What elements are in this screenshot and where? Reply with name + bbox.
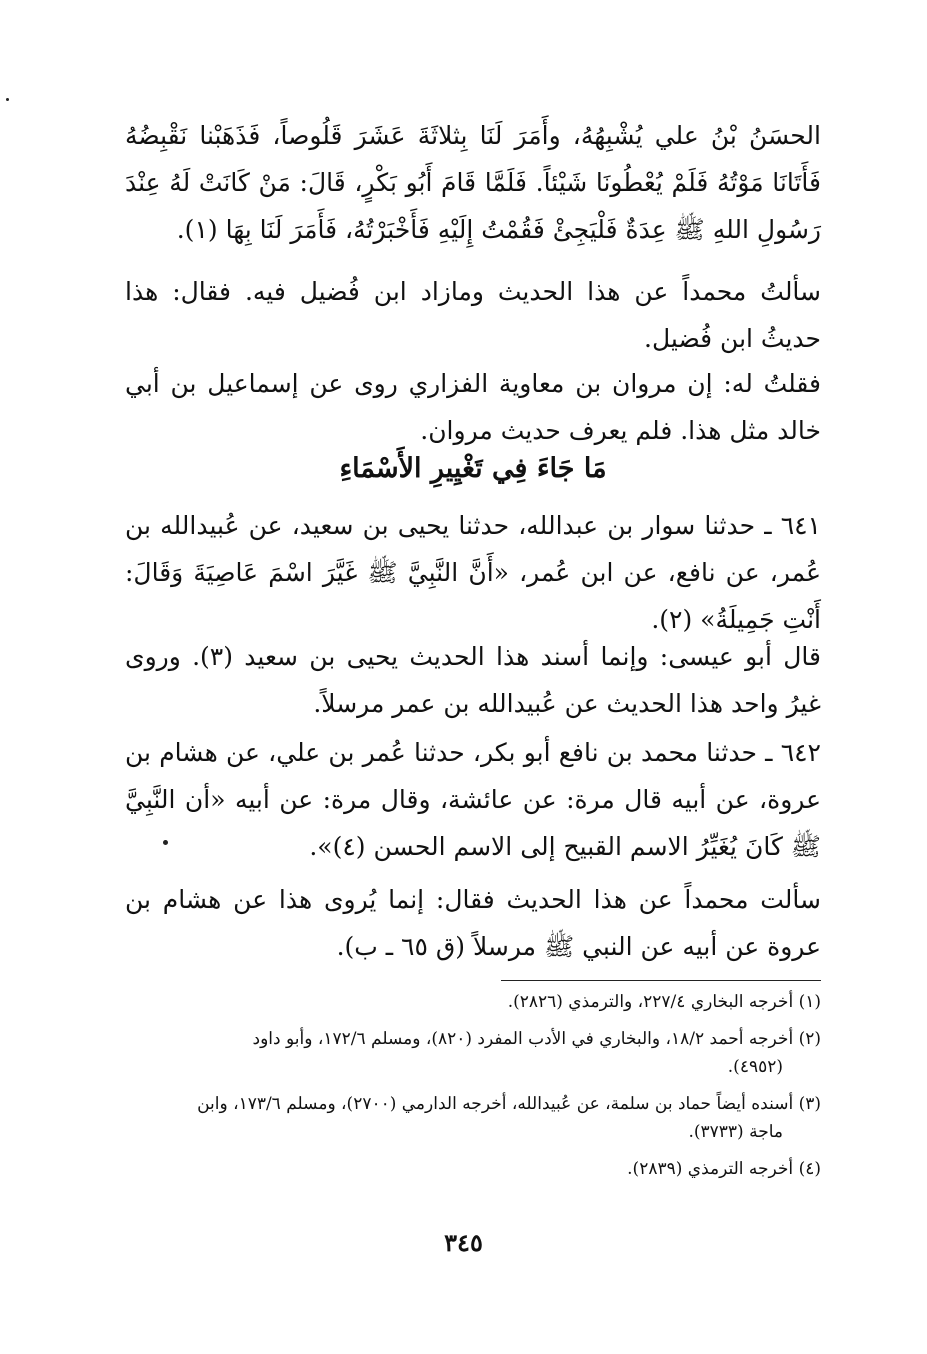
footnote-text: أسنده أيضاً حماد بن سلمة، عن عُبيدالله، أخرجه الدارمي (٢٧٠٠)، ومسلم ١٧٣/٦، وابن <box>197 1094 794 1114</box>
scan-speck <box>6 98 9 101</box>
footnote-number: (٣) <box>798 1094 821 1114</box>
footnote-text: أخرجه أحمد ١٨/٢، والبخاري في الأدب المفرد (٨٢٠)، ومسلم ١٧٢/٦، وأبو داود <box>252 1029 794 1049</box>
footnote-text: أخرجه البخاري ٢٢٧/٤، والترمذي (٢٨٢٦). <box>507 992 794 1012</box>
footnote-number: (٢) <box>798 1029 821 1049</box>
footnote-text: أخرجه الترمذي (٢٨٣٩). <box>627 1159 794 1179</box>
text-paragraph-question-ibn-fudayl: سألتُ محمداً عن هذا الحديث ومازاد ابن فُضيل فيه. فقال: هذا حديثُ ابن فُضيل. <box>125 277 821 353</box>
footnotes <box>125 988 821 1192</box>
footnote <box>125 1090 821 1146</box>
footnote <box>125 1025 821 1081</box>
footnote-separator <box>501 980 821 981</box>
chapter-heading: مَا جَاءَ فِي تَغْيِيرِ الأَسْمَاءِ <box>339 453 607 484</box>
footnote <box>125 988 821 1016</box>
page-number: ٣٤٥ <box>444 1228 483 1257</box>
text-paragraph-hadith-642: ٦٤٢ ـ حدثنا محمد بن نافع أبو بكر، حدثنا عُمر بن علي، عن هشام بن عروة، عن أبيه قال مرة: عن عائشة، وقال مرة: عن أبيه «أن النَّبِيَّ ﷺ كَانَ يُغَيِّرُ الاسم القبيح إلى الاسم الحسن (٤)». <box>125 738 821 861</box>
footnote-number: (٤) <box>798 1159 821 1179</box>
text-paragraph-question-hisham: سألت محمداً عن هذا الحديث فقال: إنما يُروى هذا عن هشام بن عروة عن أبيه عن النبي ﷺ مرسلاً (ق ٦٥ ـ ب). <box>125 885 821 961</box>
text-paragraph-marwan: فقلتُ له: إن مروان بن معاوية الفزاري روى عن إسماعيل بن أبي خالد مثل هذا. فلم يعرف حديث مروان. <box>125 369 821 445</box>
footnote-number: (١) <box>798 992 821 1012</box>
scan-speck <box>163 840 168 845</box>
footnote-continuation: (٤٩٥٢). <box>727 1057 783 1077</box>
text-paragraph-abu-isa-comment: قال أبو عيسى: وإنما أسند هذا الحديث يحيى بن سعيد (٣). وروى غيرُ واحد هذا الحديث عن عُبيدالله بن عمر مرسلاً. <box>125 642 821 718</box>
text-paragraph-hadith-641: ٦٤١ ـ حدثنا سوار بن عبدالله، حدثنا يحيى بن سعيد، عن عُبيدالله بن عُمر، عن نافع، عن ابن عُمر، «أَنَّ النَّبِيَّ ﷺ غَيَّرَ اسْمَ عَاصِيَةَ وَقَالَ: أَنْتِ جَمِيلَةُ» (٢). <box>125 511 821 634</box>
footnote <box>125 1155 821 1183</box>
text-paragraph-hadith-continuation: الحسَنُ بْنُ علي يُشْبِهُهُ، وأَمَرَ لَنَا بِثلاثَةَ عَشَرَ قَلُوصاً، فَذَهَبْنا نَقْبِضُهُ فَأَتَانَا مَوْتُهُ فَلَمْ يُعْطُونَا شَيْئاً. فَلَمَّا قَامَ أَبُو بَكْرٍ، قَالَ: مَنْ كَانَتْ لَهُ عِنْدَ رَسُولِ اللهِ ﷺ عِدَةٌ فَلْيَجِئْ فَقُمْتُ إِلَيْهِ فَأَخْبَرْتُهُ، فَأَمَرَ لَنَا بِهَا (١). <box>125 121 821 244</box>
footnote-continuation: ماجة (٣٧٣٣). <box>688 1122 783 1142</box>
